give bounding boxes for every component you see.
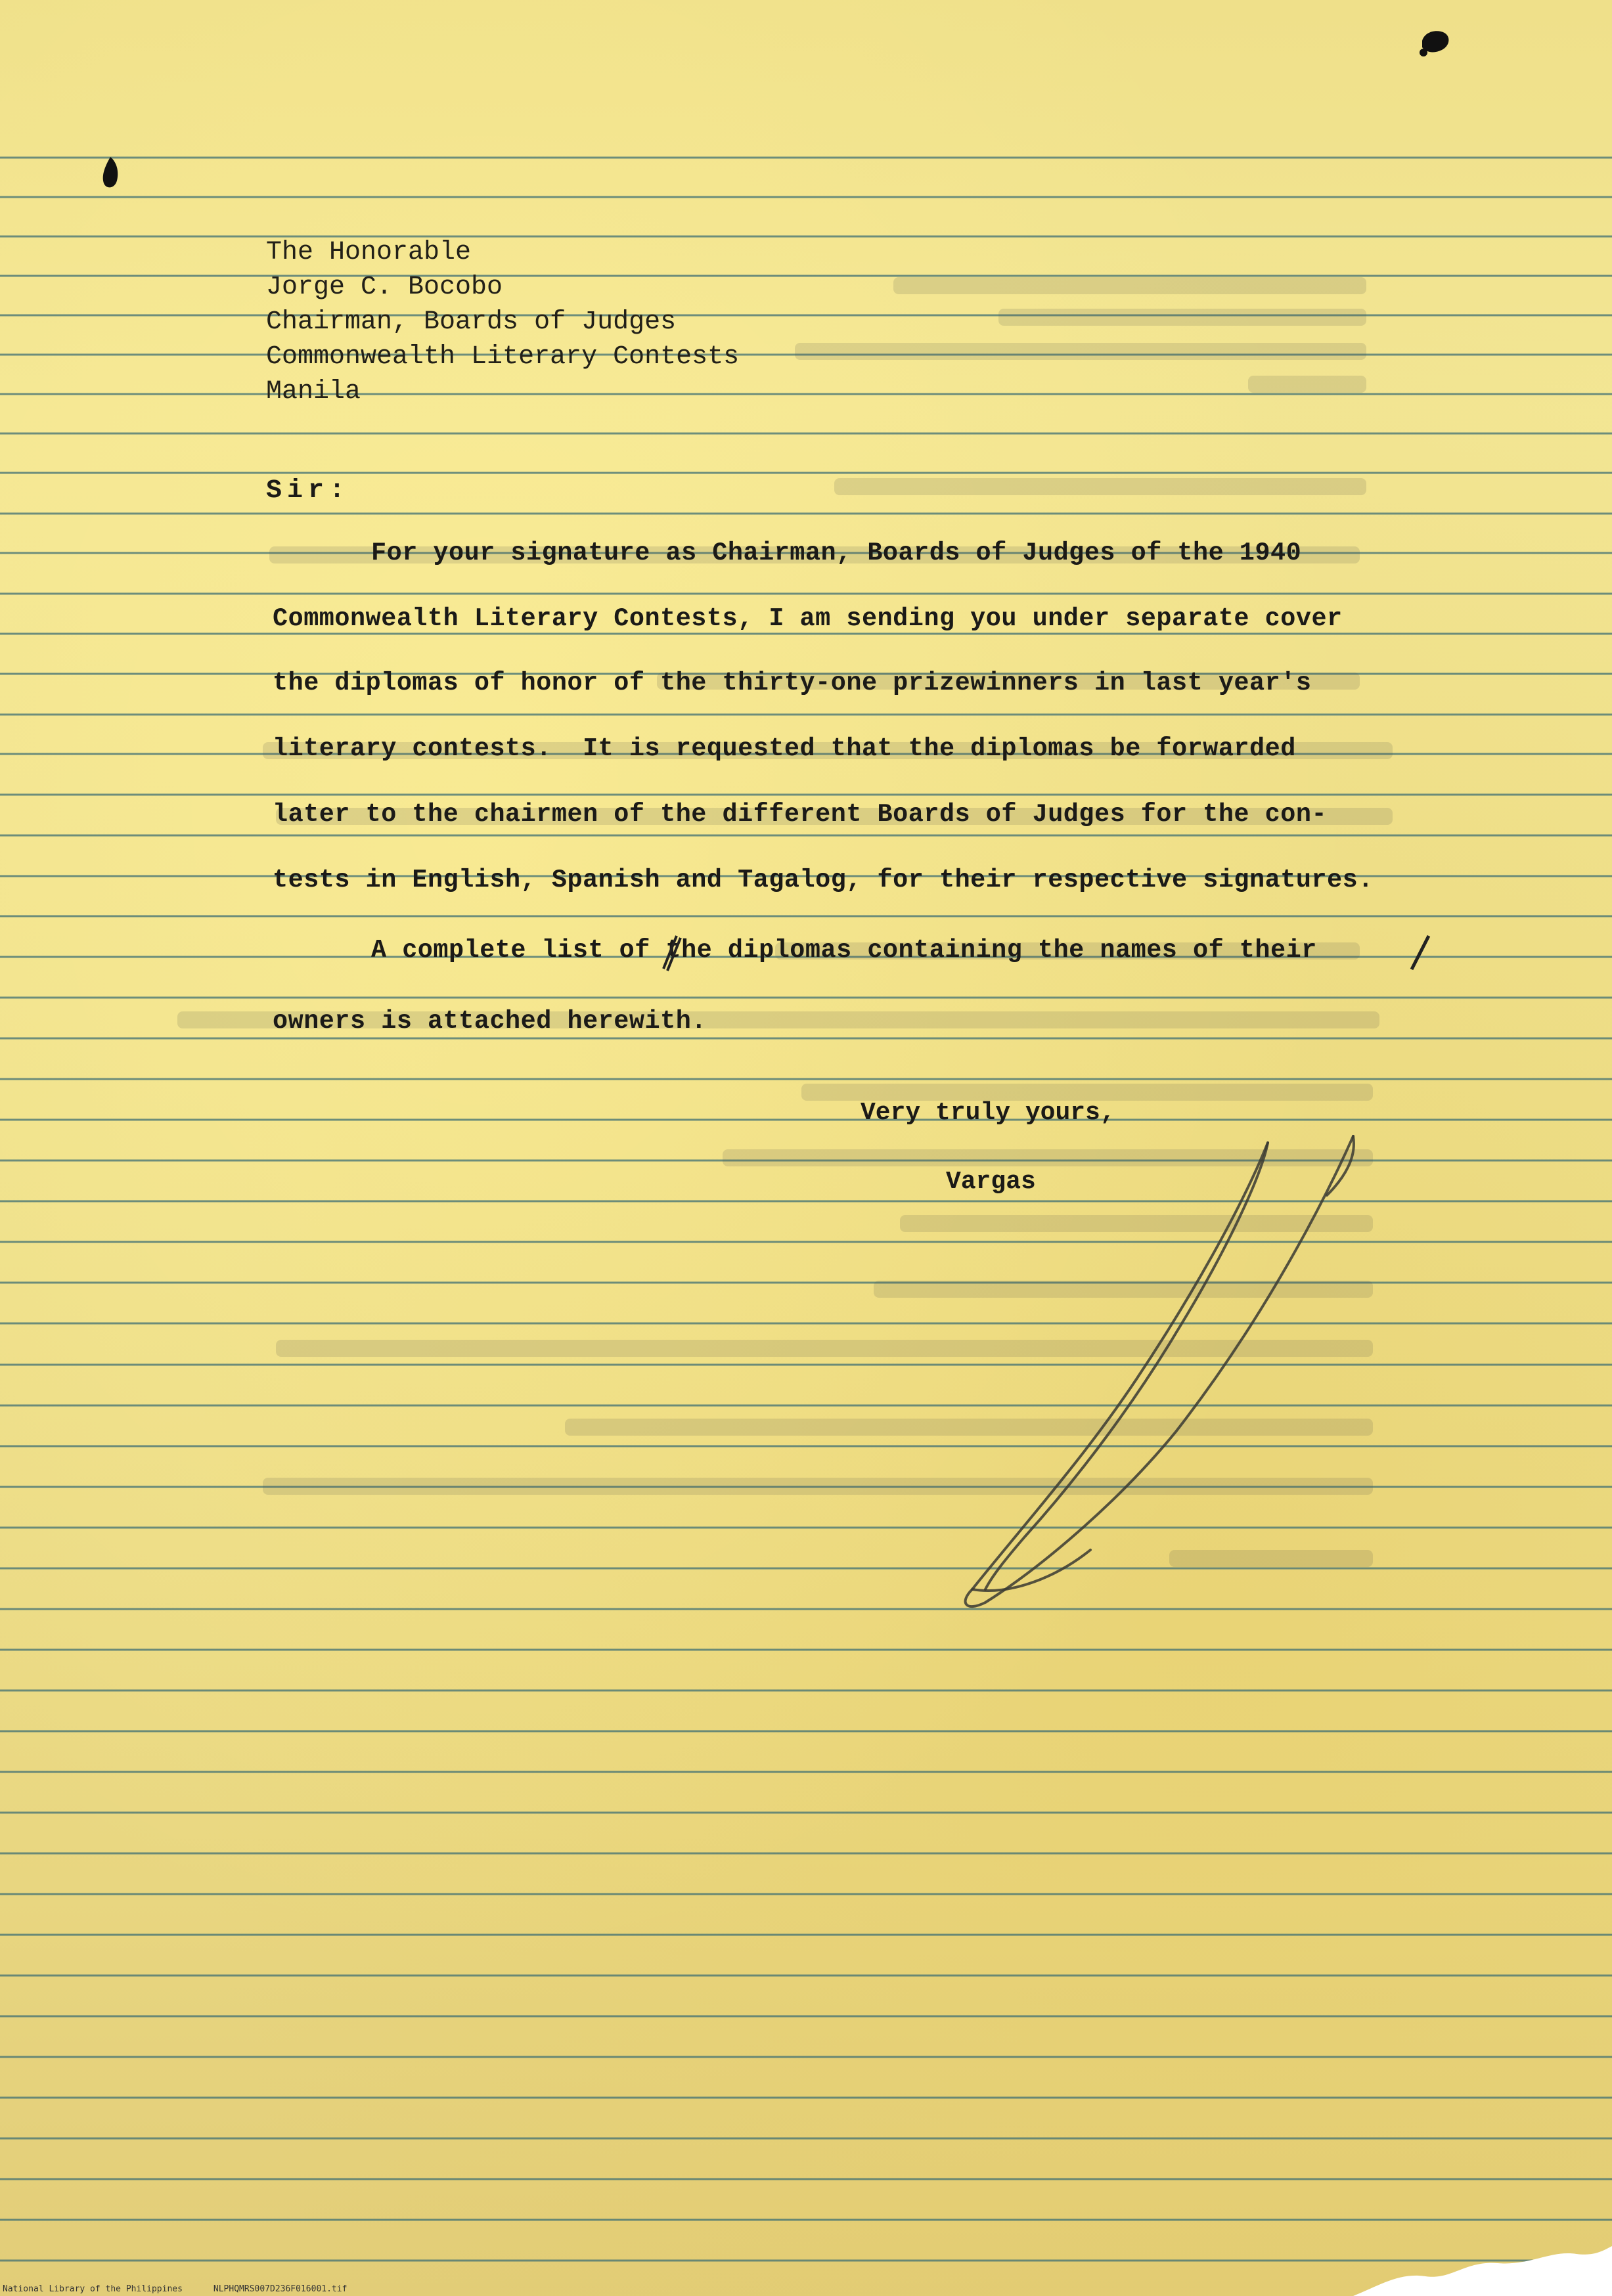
ink-blot-right: [1416, 26, 1455, 59]
closing: Very truly yours,: [861, 1099, 1115, 1127]
address-line-title: Chairman, Boards of Judges: [266, 307, 677, 337]
body-line: tests in English, Spanish and Tagalog, for their respective signatures.: [273, 866, 1374, 894]
address-line-organization: Commonwealth Literary Contests: [266, 342, 740, 372]
address-line-honorific: The Honorable: [266, 238, 472, 267]
body-line: Commonwealth Literary Contests, I am sending you under separate cover: [273, 604, 1343, 633]
body-line: A complete list of the diplomas containing the names of their: [371, 936, 1317, 965]
body-line: literary contests. It is requested that the diplomas be forwarded: [273, 734, 1296, 763]
handwritten-mark-list: [657, 933, 683, 972]
signer-name: Vargas: [946, 1168, 1036, 1196]
address-line-name: Jorge C. Bocobo: [266, 273, 503, 302]
address-line-city: Manila: [266, 377, 361, 407]
torn-corner: [1353, 2246, 1612, 2296]
body-line: For your signature as Chairman, Boards of Judges of the 1940: [371, 539, 1302, 567]
ink-blot-left: [99, 154, 125, 194]
body-line: the diplomas of honor of the thirty-one prizewinners in last year's: [273, 669, 1312, 697]
salutation: Sir:: [266, 476, 351, 506]
body-line: later to the chairmen of the different Boards of Judges for the con-: [273, 800, 1328, 829]
body-line: owners is attached herewith.: [273, 1007, 707, 1036]
archive-footer: [3, 2284, 347, 2294]
archive-file-name: NLPHQMRS007D236F016001.tif: [213, 2284, 347, 2294]
inside-address: [266, 235, 739, 409]
archive-label: National Library of the Philippines: [3, 2284, 183, 2294]
handwritten-signature: [808, 1116, 1373, 1642]
handwritten-mark-their: [1402, 933, 1435, 972]
